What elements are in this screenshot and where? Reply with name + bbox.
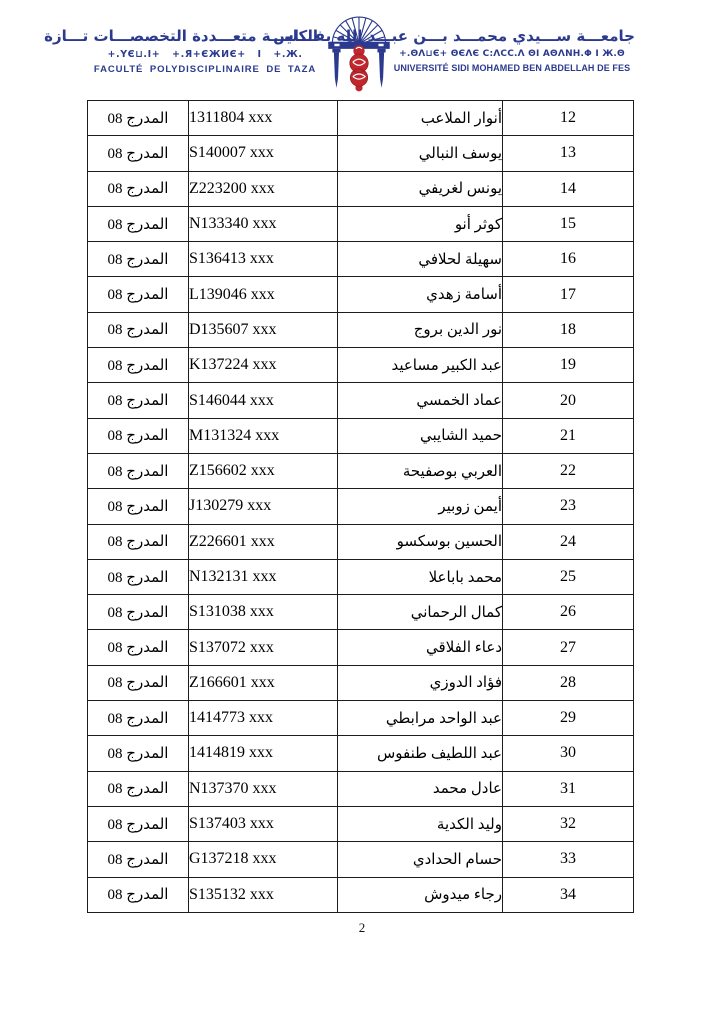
table-row <box>88 736 634 771</box>
cell-name: يوسف النبالي <box>338 136 503 171</box>
cell-name: محمد باباعلا <box>338 559 503 594</box>
cell-room: المدرج 08 <box>88 524 189 559</box>
cell-code: N132131 xxx <box>189 559 338 594</box>
table-row <box>88 312 634 347</box>
cell-code: S135132 xxx <box>189 877 338 912</box>
cell-code: Z166601 xxx <box>189 665 338 700</box>
cell-num: 13 <box>503 136 634 171</box>
university-name-arabic: جامعـــة ســـيدي محمـــد بـــن عبـــد الله بفـــاس <box>273 27 635 45</box>
table-row <box>88 524 634 559</box>
table-row <box>88 665 634 700</box>
cell-name: الحسين بوسكسو <box>338 524 503 559</box>
table-row <box>88 101 634 136</box>
cell-num: 12 <box>503 101 634 136</box>
cell-name: عادل محمد <box>338 771 503 806</box>
cell-room: المدرج 08 <box>88 771 189 806</box>
table-row <box>88 630 634 665</box>
cell-room: المدرج 08 <box>88 171 189 206</box>
table-row <box>88 559 634 594</box>
cell-num: 25 <box>503 559 634 594</box>
cell-room: المدرج 08 <box>88 595 189 630</box>
cell-num: 29 <box>503 701 634 736</box>
cell-name: عماد الخمسي <box>338 383 503 418</box>
table-row <box>88 206 634 241</box>
cell-num: 23 <box>503 489 634 524</box>
cell-room: المدرج 08 <box>88 383 189 418</box>
cell-name: عبد الكبير مساعيد <box>338 348 503 383</box>
cell-room: المدرج 08 <box>88 348 189 383</box>
faculty-name-arabic: الكليـــة متعـــددة التخصصـــات تـــازة <box>44 27 318 45</box>
cell-room: المدرج 08 <box>88 418 189 453</box>
university-header-block <box>273 26 635 73</box>
cell-code: S136413 xxx <box>189 242 338 277</box>
cell-room: المدرج 08 <box>88 277 189 312</box>
cell-room: المدرج 08 <box>88 559 189 594</box>
cell-name: أيمن زوبير <box>338 489 503 524</box>
cell-code: K137224 xxx <box>189 348 338 383</box>
cell-room: المدرج 08 <box>88 101 189 136</box>
cell-num: 32 <box>503 806 634 841</box>
table-row <box>88 842 634 877</box>
cell-num: 16 <box>503 242 634 277</box>
cell-code: G137218 xxx <box>189 842 338 877</box>
cell-code: 1311804 xxx <box>189 101 338 136</box>
table-row <box>88 242 634 277</box>
table-row <box>88 489 634 524</box>
table-row <box>88 595 634 630</box>
cell-num: 14 <box>503 171 634 206</box>
cell-name: حميد الشايبي <box>338 418 503 453</box>
table-row <box>88 418 634 453</box>
cell-num: 26 <box>503 595 634 630</box>
cell-room: المدرج 08 <box>88 806 189 841</box>
cell-name: عبد الواحد مرابطي <box>338 701 503 736</box>
cell-code: S131038 xxx <box>189 595 338 630</box>
cell-code: Z156602 xxx <box>189 453 338 488</box>
cell-room: المدرج 08 <box>88 701 189 736</box>
cell-code: D135607 xxx <box>189 312 338 347</box>
cell-code: 1414819 xxx <box>189 736 338 771</box>
table-row <box>88 171 634 206</box>
cell-code: S137403 xxx <box>189 806 338 841</box>
cell-room: المدرج 08 <box>88 736 189 771</box>
table-row <box>88 806 634 841</box>
table-row <box>88 877 634 912</box>
cell-code: N137370 xxx <box>189 771 338 806</box>
cell-num: 24 <box>503 524 634 559</box>
cell-name: نور الدين بروج <box>338 312 503 347</box>
cell-name: فؤاد الدوزي <box>338 665 503 700</box>
cell-code: J130279 xxx <box>189 489 338 524</box>
cell-num: 18 <box>503 312 634 347</box>
exam-roster-table <box>87 100 634 913</box>
faculty-name-french: FACULTÉ POLYDISCIPLINAIRE DE TAZA <box>93 64 317 75</box>
cell-name: حسام الحدادي <box>338 842 503 877</box>
cell-room: المدرج 08 <box>88 842 189 877</box>
cell-num: 21 <box>503 418 634 453</box>
table-row <box>88 383 634 418</box>
cell-room: المدرج 08 <box>88 242 189 277</box>
cell-num: 17 <box>503 277 634 312</box>
cell-room: المدرج 08 <box>88 453 189 488</box>
cell-name: أنوار الملاعب <box>338 101 503 136</box>
cell-name: يونس لغريفي <box>338 171 503 206</box>
cell-name: أسامة زهدي <box>338 277 503 312</box>
cell-code: S146044 xxx <box>189 383 338 418</box>
cell-name: كوثر أنو <box>338 206 503 241</box>
cell-room: المدرج 08 <box>88 136 189 171</box>
cell-name: سهيلة لحلافي <box>338 242 503 277</box>
cell-code: Z223200 xxx <box>189 171 338 206</box>
table-row <box>88 277 634 312</box>
cell-name: العربي بوصفيحة <box>338 453 503 488</box>
cell-num: 15 <box>503 206 634 241</box>
cell-name: كمال الرحماني <box>338 595 503 630</box>
cell-num: 20 <box>503 383 634 418</box>
cell-num: 34 <box>503 877 634 912</box>
cell-code: S137072 xxx <box>189 630 338 665</box>
cell-num: 22 <box>503 453 634 488</box>
cell-code: L139046 xxx <box>189 277 338 312</box>
cell-room: المدرج 08 <box>88 489 189 524</box>
university-name-french: UNIVERSITÉ SIDI MOHAMED BEN ABDELLAH DE FES <box>393 63 631 73</box>
cell-name: وليد الكدية <box>338 806 503 841</box>
cell-name: رجاء ميدوش <box>338 877 503 912</box>
cell-room: المدرج 08 <box>88 630 189 665</box>
cell-room: المدرج 08 <box>88 312 189 347</box>
faculty-name-tifinagh: +.ΥЄ⊔.Ι+ +.Я+ЄЖИЄ+ Ι +.Ж. <box>107 49 303 60</box>
page-number: 2 <box>358 920 366 935</box>
cell-code: M131324 xxx <box>189 418 338 453</box>
cell-code: N133340 xxx <box>189 206 338 241</box>
cell-room: المدرج 08 <box>88 665 189 700</box>
table-row <box>88 136 634 171</box>
cell-room: المدرج 08 <box>88 877 189 912</box>
table-row <box>88 348 634 383</box>
cell-num: 28 <box>503 665 634 700</box>
cell-num: 30 <box>503 736 634 771</box>
cell-room: المدرج 08 <box>88 206 189 241</box>
cell-num: 19 <box>503 348 634 383</box>
cell-num: 31 <box>503 771 634 806</box>
roster-table-body <box>88 101 634 913</box>
cell-name: عبد اللطيف طنفوس <box>338 736 503 771</box>
table-row <box>88 771 634 806</box>
cell-code: S140007 xxx <box>189 136 338 171</box>
cell-num: 33 <box>503 842 634 877</box>
cell-code: 1414773 xxx <box>189 701 338 736</box>
table-row <box>88 453 634 488</box>
cell-name: دعاء الفلاقي <box>338 630 503 665</box>
cell-num: 27 <box>503 630 634 665</box>
table-row <box>88 701 634 736</box>
cell-code: Z226601 xxx <box>189 524 338 559</box>
university-name-tifinagh: +.ΘΛ⊔Є+ ΘЄΛЄ C:ΛCC.Λ ΘΙ ΑΘΛΝΗ.Φ Ι Ж.Θ <box>399 49 625 59</box>
